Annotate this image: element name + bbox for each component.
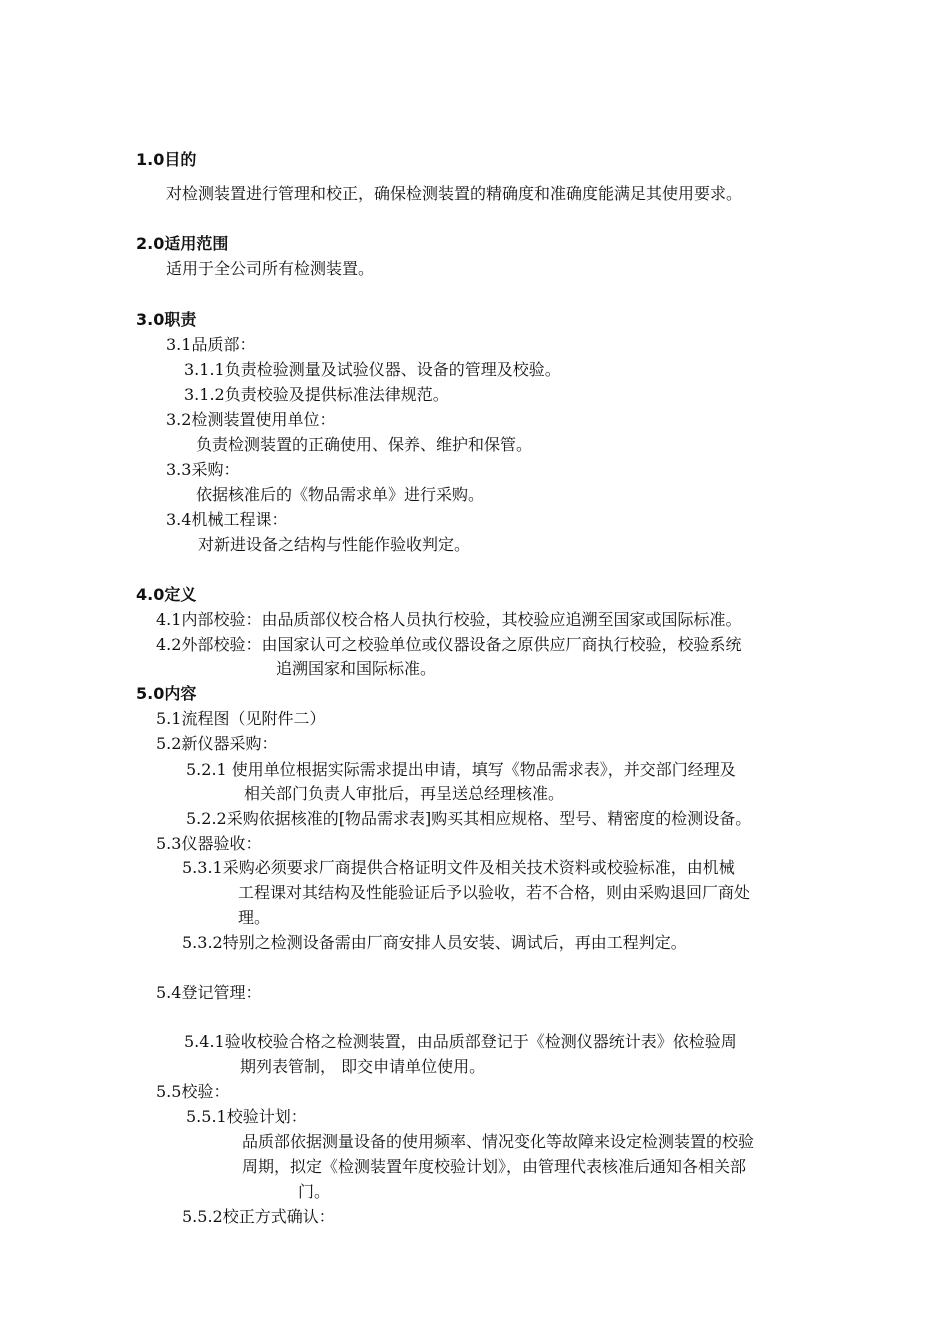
- item-5-2: 5.2新仪器采购：: [156, 734, 278, 753]
- item-5-5: 5.5校验：: [156, 1082, 230, 1101]
- item-5-4: 5.4登记管理：: [156, 983, 262, 1002]
- item-3-1-1: 3.1.1负责检验测量及试验仪器、设备的管理及校验。: [184, 360, 561, 379]
- item-5-5-1-text-cont2: 门。: [298, 1182, 331, 1201]
- item-5-5-1-text-cont: 周期，拟定《检测装置年度校验计划》，由管理代表核准后通知各相关部: [242, 1157, 747, 1176]
- item-3-1-2: 3.1.2负责校验及提供标准法律规范。: [184, 385, 449, 404]
- item-5-3-1: 5.3.1采购必须要求厂商提供合格证明文件及相关技术资料或校验标准，由机械: [182, 858, 735, 877]
- scope-text: 适用于全公司所有检测装置。: [166, 259, 375, 278]
- item-5-5-2: 5.5.2校正方式确认：: [182, 1207, 335, 1226]
- item-3-3: 3.3采购：: [166, 460, 240, 479]
- item-5-4-1: 5.4.1验收校验合格之检测装置，由品质部登记于《检测仪器统计表》依检验周: [184, 1032, 737, 1051]
- item-5-3-1-cont2: 理。: [238, 908, 271, 927]
- item-4-2: 4.2外部校验：由国家认可之校验单位或仪器设备之原供应厂商执行校验，校验系统: [156, 635, 742, 654]
- item-3-2: 3.2检测装置使用单位：: [166, 410, 336, 429]
- item-3-1: 3.1品质部：: [166, 335, 256, 354]
- heading-responsibilities: 3.0职责: [136, 310, 197, 329]
- heading-content: 5.0内容: [136, 684, 197, 703]
- heading-definitions: 4.0定义: [136, 585, 197, 604]
- item-3-3-text: 依据核准后的《物品需求单》进行采购。: [196, 485, 485, 504]
- heading-purpose: 1.0目的: [136, 150, 197, 169]
- item-4-1: 4.1内部校验：由品质部仪校合格人员执行校验，其校验应追溯至国家或国际标准。: [156, 610, 742, 629]
- item-4-2-cont: 追溯国家和国际标准。: [276, 659, 437, 678]
- heading-scope: 2.0适用范围: [136, 234, 229, 253]
- item-5-3-1-cont: 工程课对其结构及性能验证后予以验收，若不合格，则由采购退回厂商处: [238, 883, 751, 902]
- item-3-2-text: 负责检测装置的正确使用、保养、维护和保管。: [196, 435, 533, 454]
- item-5-1: 5.1流程图（见附件二）: [156, 709, 326, 728]
- item-3-4-text: 对新进设备之结构与性能作验收判定。: [198, 535, 471, 554]
- item-5-3-2: 5.3.2特别之检测设备需由厂商安排人员安装、调试后，再由工程判定。: [182, 933, 687, 952]
- item-5-4-1-cont: 期列表管制， 即交申请单位使用。: [240, 1057, 486, 1076]
- item-5-2-1-cont: 相关部门负责人审批后，再呈送总经理核准。: [244, 784, 565, 803]
- item-5-3: 5.3仪器验收：: [156, 834, 262, 853]
- item-5-2-2: 5.2.2采购依据核准的[物品需求表]购买其相应规格、型号、精密度的检测设备。: [186, 809, 752, 828]
- item-5-5-1: 5.5.1校验计划：: [186, 1107, 307, 1126]
- item-5-5-1-text: 品质部依据测量设备的使用频率、情况变化等故障来设定检测装置的校验: [242, 1132, 755, 1151]
- item-3-4: 3.4机械工程课：: [166, 510, 288, 529]
- item-5-2-1: 5.2.1 使用单位根据实际需求提出申请，填写《物品需求表》，并交部门经理及: [186, 760, 736, 779]
- purpose-text: 对检测装置进行管理和校正，确保检测装置的精确度和准确度能满足其使用要求。: [166, 184, 743, 203]
